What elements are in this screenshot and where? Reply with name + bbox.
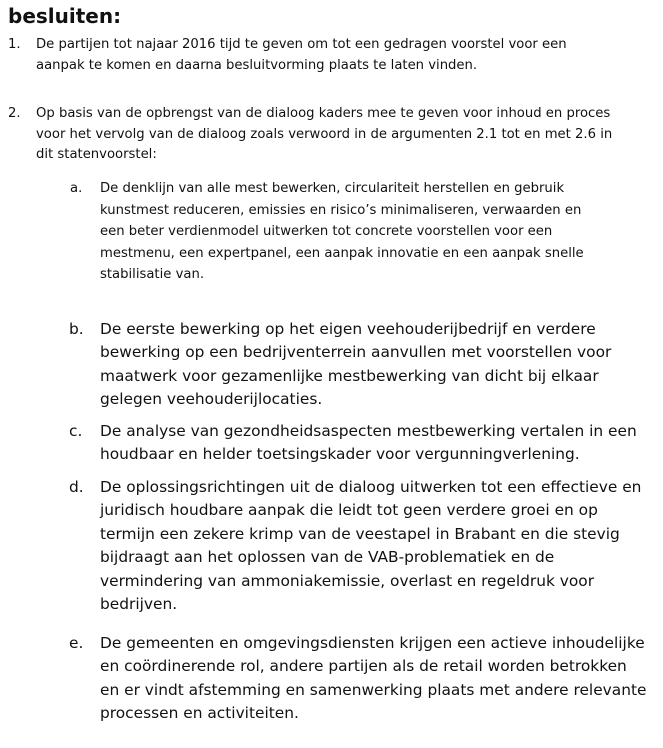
numbered-item-1 [8, 35, 616, 97]
sub-item-text: De gemeenten en omgevingsdiensten krijgen een actieve inhoudelijke en coördinerende rol, andere partijen als de retail worden betrokken en er vindt afstemming en samenwerking plaats met andere relevante processen en activiteiten. [100, 634, 647, 723]
sub-item-d [69, 476, 650, 621]
sub-item-c [69, 420, 650, 468]
item-marker: 1. [8, 37, 21, 52]
numbered-item-2 [8, 104, 646, 166]
sub-item-marker: a. [70, 181, 83, 196]
sub-item-text: De denklijn van alle mest bewerken, circulariteit herstellen en gebruik kunstmest reduceren, emissies en risico’s minimaliseren, verwaarden en een beter verdienmodel uitwerken tot concrete voorstellen voor een mestmenu, een expertpanel, een aanpak innovatie en een aanpak snelle stabilisatie van. [100, 181, 584, 282]
sub-item-marker: d. [69, 478, 84, 496]
item-marker: 2. [8, 106, 21, 121]
sub-item-text: De eerste bewerking op het eigen veehouderijbedrijf en verdere bewerking op een bedrijventerrein aanvullen met voorstellen voor maatwerk voor gezamenlijke mestbewerking van dicht bij elkaar gelegen veehouderijlocaties. [100, 320, 612, 409]
sub-item-b [69, 318, 650, 414]
sub-item-a [70, 178, 600, 288]
sub-item-text: De oplossingsrichtingen uit de dialoog uitwerken tot een effectieve en juridisch houdbare aanpak die leidt tot geen verdere groei en op termijn een zekere krimp van de veestapel in Brabant en die stevig bijdraagt aan het oplossen van de VAB-problematiek en de vermindering van ammoniakemissie, overlast en regeldruk voor bedrijven. [100, 478, 642, 614]
sub-item-marker: b. [69, 320, 84, 338]
sub-item-marker: c. [69, 422, 83, 440]
sub-item-e [69, 632, 650, 732]
item-text: Op basis van de opbrengst van de dialoog kaders mee te geven voor inhoud en proces voor het vervolg van de dialoog zoals verwoord in de argumenten 2.1 tot en met 2.6 in dit statenvoorstel: [36, 106, 613, 162]
sub-item-marker: e. [69, 634, 84, 652]
section-heading: besluiten: [8, 4, 122, 28]
item-text: De partijen tot najaar 2016 tijd te geven om tot een gedragen voorstel voor een aanpak te komen en daarna besluitvorming plaats te laten vinden. [36, 37, 567, 73]
sub-item-text: De analyse van gezondheidsaspecten mestbewerking vertalen in een houdbaar en helder toetsingskader voor vergunningverlening. [100, 422, 637, 464]
